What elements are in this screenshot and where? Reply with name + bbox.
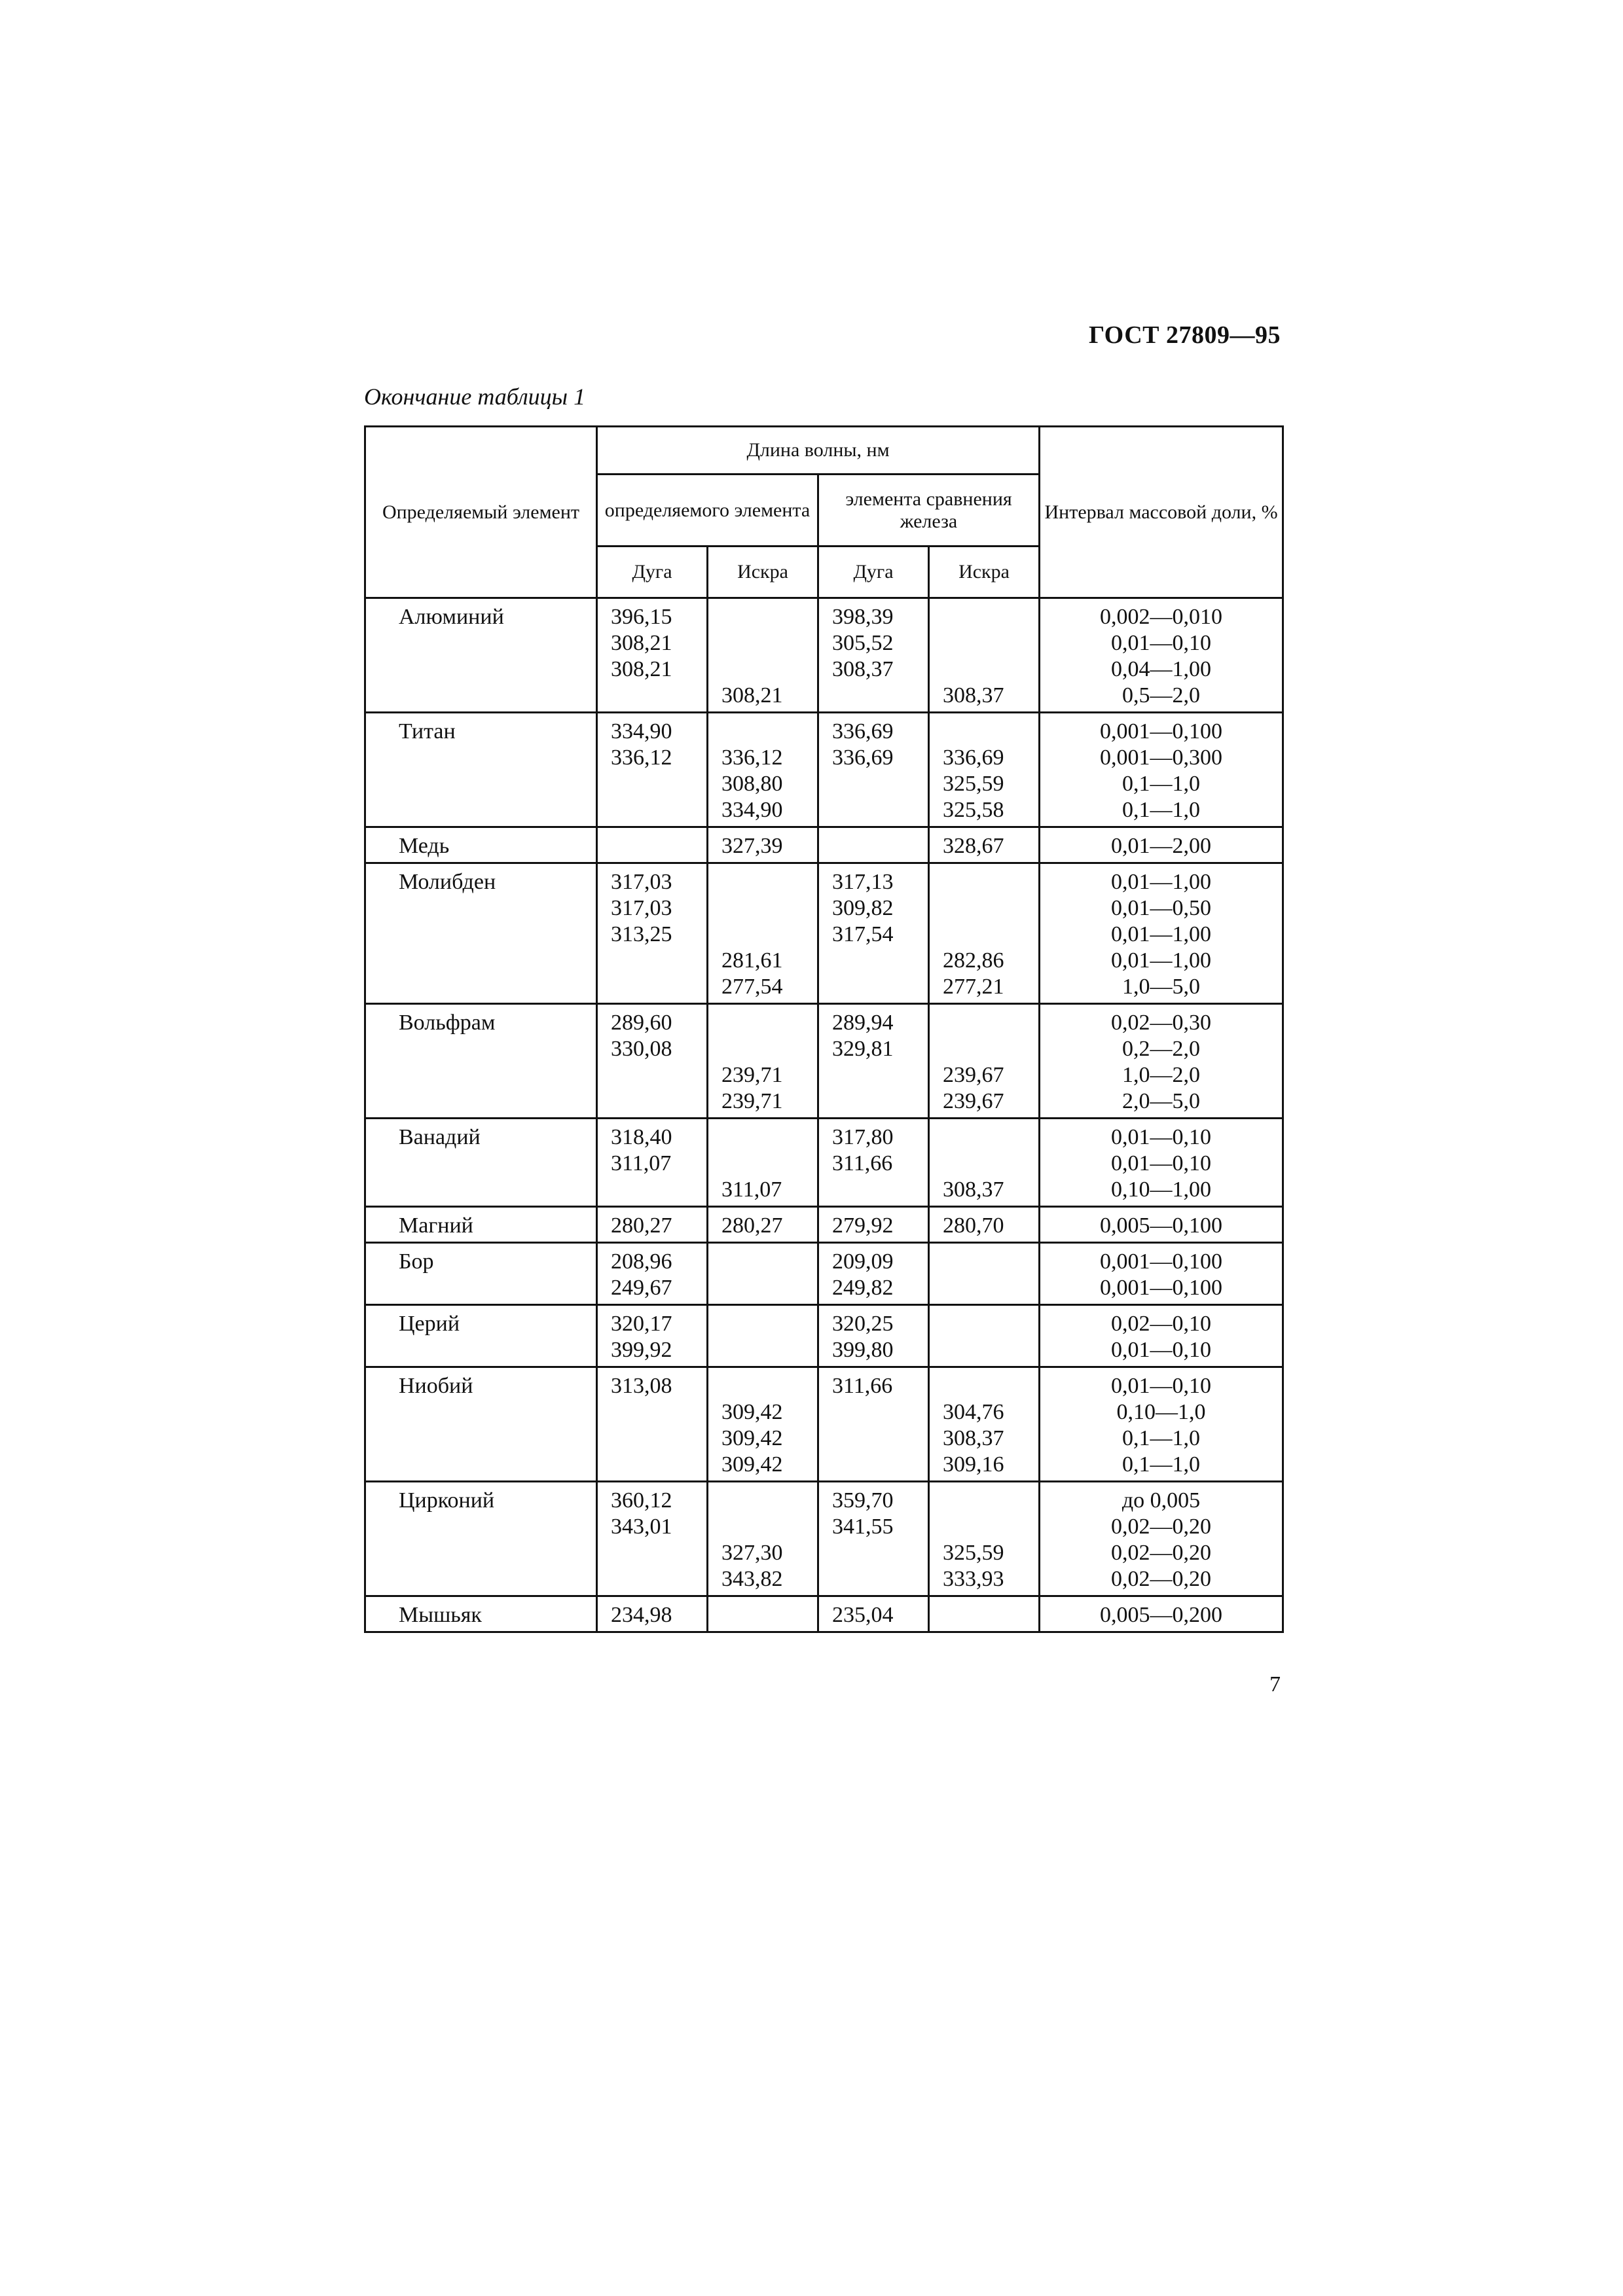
determined-arc-cell	[597, 713, 708, 827]
cell-value: 334,90	[721, 798, 783, 822]
element-name-cell: Титан	[365, 713, 597, 827]
cell-value	[943, 922, 1038, 948]
cell-value	[721, 1311, 816, 1337]
interval-cell	[1040, 1596, 1283, 1632]
header-interval: Интервал массовой доли, %	[1040, 427, 1283, 598]
cell-value	[943, 1249, 1038, 1275]
table-row	[365, 827, 1283, 863]
cell-value: 0,01—1,00	[1111, 948, 1212, 973]
cell-value: 343,82	[721, 1567, 783, 1591]
determined-arc-cell	[597, 1119, 708, 1207]
header-comparison: элемента сравнения железа	[818, 475, 1040, 547]
comparison-spark-cell	[929, 863, 1040, 1004]
cell-value	[611, 1426, 706, 1452]
element-name-cell: Медь	[365, 827, 597, 863]
cell-value	[943, 1124, 1038, 1151]
determined-arc-cell	[597, 598, 708, 713]
cell-value: 0,005—0,200	[1100, 1603, 1223, 1627]
cell-value: 317,13	[832, 870, 894, 894]
cell-value: 305,52	[832, 631, 894, 655]
cell-value	[611, 1540, 706, 1566]
header-arc-comparison: Дуга	[818, 547, 929, 598]
cell-value: 313,25	[611, 922, 672, 946]
cell-value: 325,59	[943, 772, 1004, 796]
cell-value: 336,69	[943, 745, 1004, 770]
cell-value: 0,001—0,100	[1100, 719, 1223, 744]
comparison-arc-cell	[818, 1243, 929, 1305]
cell-value: 0,01—0,10	[1111, 1374, 1212, 1398]
comparison-spark-cell	[929, 713, 1040, 827]
cell-value: 336,12	[611, 745, 672, 770]
determined-spark-cell	[708, 1305, 818, 1367]
cell-value: 359,70	[832, 1488, 894, 1513]
cell-value	[721, 1249, 816, 1275]
cell-value	[721, 922, 816, 948]
cell-value: 341,55	[832, 1515, 894, 1539]
header-determined: определяемого элемента	[597, 475, 818, 547]
interval-cell	[1040, 1367, 1283, 1482]
determined-spark-cell	[708, 1367, 818, 1482]
element-name-cell: Мышьяк	[365, 1596, 597, 1632]
cell-value: 280,27	[611, 1213, 672, 1238]
comparison-arc-cell	[818, 1482, 929, 1596]
determined-arc-cell	[597, 1004, 708, 1119]
wavelength-table	[364, 425, 1284, 1633]
cell-value: 0,1—1,0	[1122, 1452, 1201, 1477]
element-name-cell: Церий	[365, 1305, 597, 1367]
cell-value: 0,1—1,0	[1122, 798, 1201, 822]
cell-value	[943, 604, 1038, 630]
cell-value	[832, 797, 927, 823]
cell-value: 308,80	[721, 772, 783, 796]
table-header	[365, 427, 1283, 598]
cell-value: 0,01—0,10	[1111, 1151, 1212, 1175]
cell-value	[943, 1514, 1038, 1540]
cell-value: 0,001—0,300	[1100, 745, 1223, 770]
determined-spark-cell	[708, 1596, 818, 1632]
cell-value	[721, 656, 816, 683]
cell-value: 0,04—1,00	[1111, 657, 1212, 681]
cell-value: 309,42	[721, 1400, 783, 1424]
cell-value: 308,21	[611, 657, 672, 681]
cell-value	[611, 833, 706, 859]
cell-value	[721, 1373, 816, 1399]
cell-value: 1,0—2,0	[1122, 1063, 1201, 1087]
determined-spark-cell	[708, 1119, 818, 1207]
cell-value: 311,07	[611, 1151, 672, 1175]
determined-spark-cell	[708, 1482, 818, 1596]
page-number: 7	[1269, 1672, 1281, 1696]
cell-value	[721, 1275, 816, 1301]
cell-value	[943, 630, 1038, 656]
comparison-arc-cell	[818, 1119, 929, 1207]
cell-value	[943, 1151, 1038, 1177]
cell-value: 336,69	[832, 745, 894, 770]
interval-cell	[1040, 827, 1283, 863]
table-row	[365, 1596, 1283, 1632]
cell-value: 277,21	[943, 975, 1004, 999]
cell-value: 334,90	[611, 719, 672, 744]
header-element: Определяемый элемент	[365, 427, 597, 598]
cell-value	[721, 1036, 816, 1062]
cell-value: до 0,005	[1122, 1488, 1201, 1513]
cell-value	[943, 1602, 1038, 1628]
determined-spark-cell	[708, 1243, 818, 1305]
cell-value: 0,02—0,30	[1111, 1011, 1212, 1035]
table-body	[365, 598, 1283, 1632]
cell-value	[721, 1514, 816, 1540]
cell-value	[611, 974, 706, 1000]
table-row	[365, 1119, 1283, 1207]
cell-value	[943, 656, 1038, 683]
header-spark-comparison: Искра	[929, 547, 1040, 598]
header-spark-determined: Искра	[708, 547, 818, 598]
determined-spark-cell	[708, 863, 818, 1004]
table-row	[365, 1367, 1283, 1482]
cell-value: 239,67	[943, 1063, 1004, 1087]
cell-value: 209,09	[832, 1249, 894, 1274]
comparison-spark-cell	[929, 1482, 1040, 1596]
comparison-arc-cell	[818, 1367, 929, 1482]
header-wavelength: Длина волны, нм	[597, 427, 1040, 475]
cell-value: 289,60	[611, 1011, 672, 1035]
comparison-spark-cell	[929, 1004, 1040, 1119]
table-row	[365, 1243, 1283, 1305]
cell-value: 398,39	[832, 605, 894, 629]
comparison-arc-cell	[818, 1305, 929, 1367]
cell-value	[832, 683, 927, 709]
cell-value	[943, 719, 1038, 745]
cell-value: 1,0—5,0	[1122, 975, 1201, 999]
cell-value: 280,70	[943, 1213, 1004, 1238]
cell-value: 327,30	[721, 1541, 783, 1565]
cell-value	[611, 1399, 706, 1426]
element-name-cell: Цирконий	[365, 1482, 597, 1596]
cell-value: 320,17	[611, 1312, 672, 1336]
cell-value: 399,92	[611, 1338, 672, 1362]
cell-value: 309,42	[721, 1426, 783, 1450]
cell-value	[721, 1010, 816, 1036]
cell-value: 0,001—0,100	[1100, 1249, 1223, 1274]
cell-value: 0,1—1,0	[1122, 772, 1201, 796]
cell-value	[832, 833, 927, 859]
interval-cell	[1040, 713, 1283, 827]
comparison-arc-cell	[818, 827, 929, 863]
cell-value	[832, 1566, 927, 1592]
determined-arc-cell	[597, 1305, 708, 1367]
cell-value	[943, 1337, 1038, 1363]
cell-value: 239,71	[721, 1063, 783, 1087]
cell-value: 208,96	[611, 1249, 672, 1274]
comparison-arc-cell	[818, 713, 929, 827]
determined-arc-cell	[597, 1243, 708, 1305]
cell-value: 289,94	[832, 1011, 894, 1035]
cell-value: 0,01—0,10	[1111, 1125, 1212, 1149]
comparison-spark-cell	[929, 827, 1040, 863]
table-row	[365, 1004, 1283, 1119]
cell-value: 281,61	[721, 948, 783, 973]
determined-arc-cell	[597, 863, 708, 1004]
cell-value	[943, 1275, 1038, 1301]
table-row	[365, 598, 1283, 713]
comparison-spark-cell	[929, 1243, 1040, 1305]
cell-value: 325,59	[943, 1541, 1004, 1565]
cell-value	[832, 948, 927, 974]
comparison-spark-cell	[929, 1367, 1040, 1482]
cell-value: 317,80	[832, 1125, 894, 1149]
cell-value: 309,42	[721, 1452, 783, 1477]
cell-value	[832, 974, 927, 1000]
cell-value	[943, 895, 1038, 922]
determined-arc-cell	[597, 1596, 708, 1632]
cell-value: 0,02—0,20	[1111, 1515, 1212, 1539]
cell-value: 327,39	[721, 834, 783, 858]
table-row	[365, 1207, 1283, 1243]
cell-value	[721, 604, 816, 630]
cell-value	[832, 1399, 927, 1426]
cell-value: 343,01	[611, 1515, 672, 1539]
cell-value	[721, 869, 816, 895]
interval-cell	[1040, 1119, 1283, 1207]
cell-value	[943, 869, 1038, 895]
cell-value	[832, 1452, 927, 1478]
comparison-spark-cell	[929, 598, 1040, 713]
determined-arc-cell	[597, 1367, 708, 1482]
cell-value: 0,1—1,0	[1122, 1426, 1201, 1450]
comparison-spark-cell	[929, 1596, 1040, 1632]
cell-value: 325,58	[943, 798, 1004, 822]
cell-value: 277,54	[721, 975, 783, 999]
cell-value: 396,15	[611, 605, 672, 629]
comparison-spark-cell	[929, 1119, 1040, 1207]
determined-arc-cell	[597, 1482, 708, 1596]
cell-value	[832, 1426, 927, 1452]
cell-value	[721, 1602, 816, 1628]
cell-value: 309,82	[832, 896, 894, 920]
comparison-arc-cell	[818, 598, 929, 713]
comparison-arc-cell	[818, 1596, 929, 1632]
cell-value	[611, 1062, 706, 1088]
cell-value: 311,66	[832, 1151, 893, 1175]
cell-value: 0,2—2,0	[1122, 1037, 1201, 1061]
cell-value: 0,10—1,0	[1116, 1400, 1206, 1424]
cell-value: 239,67	[943, 1089, 1004, 1113]
cell-value: 308,21	[721, 683, 783, 708]
cell-value: 0,02—0,20	[1111, 1567, 1212, 1591]
cell-value	[832, 1062, 927, 1088]
cell-value: 320,25	[832, 1312, 894, 1336]
element-name-cell: Бор	[365, 1243, 597, 1305]
cell-value	[611, 771, 706, 797]
interval-cell	[1040, 1305, 1283, 1367]
cell-value: 282,86	[943, 948, 1004, 973]
cell-value: 0,01—1,00	[1111, 870, 1212, 894]
cell-value: 330,08	[611, 1037, 672, 1061]
cell-value: 336,12	[721, 745, 783, 770]
cell-value: 280,27	[721, 1213, 783, 1238]
cell-value: 249,67	[611, 1276, 672, 1300]
cell-value: 317,03	[611, 870, 672, 894]
cell-value: 318,40	[611, 1125, 672, 1149]
cell-value: 0,01—0,10	[1111, 1338, 1212, 1362]
cell-value: 311,66	[832, 1374, 893, 1398]
cell-value: 0,10—1,00	[1111, 1177, 1212, 1202]
cell-value: 0,01—0,50	[1111, 896, 1212, 920]
cell-value	[832, 1177, 927, 1203]
cell-value	[611, 1452, 706, 1478]
cell-value: 308,37	[943, 1426, 1004, 1450]
table-caption: Окончание таблицы 1	[364, 384, 586, 410]
cell-value: 399,80	[832, 1338, 894, 1362]
cell-value	[943, 1488, 1038, 1514]
cell-value: 328,67	[943, 834, 1004, 858]
cell-value	[943, 1010, 1038, 1036]
cell-value	[611, 1088, 706, 1115]
determined-arc-cell	[597, 827, 708, 863]
cell-value: 317,54	[832, 922, 894, 946]
determined-spark-cell	[708, 827, 818, 863]
cell-value	[721, 1488, 816, 1514]
cell-value: 309,16	[943, 1452, 1004, 1477]
cell-value: 0,5—2,0	[1122, 683, 1201, 708]
interval-cell	[1040, 1004, 1283, 1119]
element-name-cell: Ниобий	[365, 1367, 597, 1482]
cell-value: 2,0—5,0	[1122, 1089, 1201, 1113]
comparison-arc-cell	[818, 1004, 929, 1119]
element-name-cell: Вольфрам	[365, 1004, 597, 1119]
interval-cell	[1040, 598, 1283, 713]
cell-value	[832, 1088, 927, 1115]
comparison-arc-cell	[818, 1207, 929, 1243]
cell-value	[611, 797, 706, 823]
cell-value: 0,001—0,100	[1100, 1276, 1223, 1300]
cell-value: 0,02—0,10	[1111, 1312, 1212, 1336]
interval-cell	[1040, 1207, 1283, 1243]
cell-value: 308,37	[943, 683, 1004, 708]
cell-value: 313,08	[611, 1374, 672, 1398]
element-name-cell: Алюминий	[365, 598, 597, 713]
cell-value: 239,71	[721, 1089, 783, 1113]
table-row	[365, 1305, 1283, 1367]
cell-value	[943, 1311, 1038, 1337]
cell-value	[611, 948, 706, 974]
cell-value	[721, 895, 816, 922]
cell-value: 0,01—1,00	[1111, 922, 1212, 946]
cell-value: 249,82	[832, 1276, 894, 1300]
comparison-spark-cell	[929, 1305, 1040, 1367]
interval-cell	[1040, 1482, 1283, 1596]
cell-value: 304,76	[943, 1400, 1004, 1424]
table-row	[365, 1482, 1283, 1596]
comparison-arc-cell	[818, 863, 929, 1004]
cell-value	[721, 719, 816, 745]
cell-value: 0,01—0,10	[1111, 631, 1212, 655]
cell-value: 329,81	[832, 1037, 894, 1061]
cell-value: 0,01—2,00	[1111, 834, 1212, 858]
cell-value: 235,04	[832, 1603, 894, 1627]
cell-value	[611, 1566, 706, 1592]
determined-spark-cell	[708, 1004, 818, 1119]
cell-value: 360,12	[611, 1488, 672, 1513]
element-name-cell: Молибден	[365, 863, 597, 1004]
cell-value	[721, 1124, 816, 1151]
cell-value: 308,37	[943, 1177, 1004, 1202]
header-arc-determined: Дуга	[597, 547, 708, 598]
element-name-cell: Магний	[365, 1207, 597, 1243]
cell-value: 308,37	[832, 657, 894, 681]
determined-arc-cell	[597, 1207, 708, 1243]
cell-value: 234,98	[611, 1603, 672, 1627]
cell-value: 0,005—0,100	[1100, 1213, 1223, 1238]
cell-value	[611, 1177, 706, 1203]
cell-value: 317,03	[611, 896, 672, 920]
table-row	[365, 863, 1283, 1004]
interval-cell	[1040, 1243, 1283, 1305]
cell-value: 311,07	[721, 1177, 782, 1202]
cell-value: 333,93	[943, 1567, 1004, 1591]
cell-value: 308,21	[611, 631, 672, 655]
element-name-cell: Ванадий	[365, 1119, 597, 1207]
cell-value: 0,002—0,010	[1100, 605, 1223, 629]
cell-value	[943, 1373, 1038, 1399]
document-code: ГОСТ 27809—95	[1088, 321, 1281, 349]
cell-value: 0,02—0,20	[1111, 1541, 1212, 1565]
cell-value	[832, 1540, 927, 1566]
cell-value	[721, 1151, 816, 1177]
interval-cell	[1040, 863, 1283, 1004]
determined-spark-cell	[708, 713, 818, 827]
cell-value	[832, 771, 927, 797]
cell-value	[721, 630, 816, 656]
cell-value	[611, 683, 706, 709]
cell-value	[721, 1337, 816, 1363]
cell-value: 336,69	[832, 719, 894, 744]
table-row	[365, 713, 1283, 827]
determined-spark-cell	[708, 598, 818, 713]
cell-value: 279,92	[832, 1213, 894, 1238]
determined-spark-cell	[708, 1207, 818, 1243]
comparison-spark-cell	[929, 1207, 1040, 1243]
cell-value	[943, 1036, 1038, 1062]
